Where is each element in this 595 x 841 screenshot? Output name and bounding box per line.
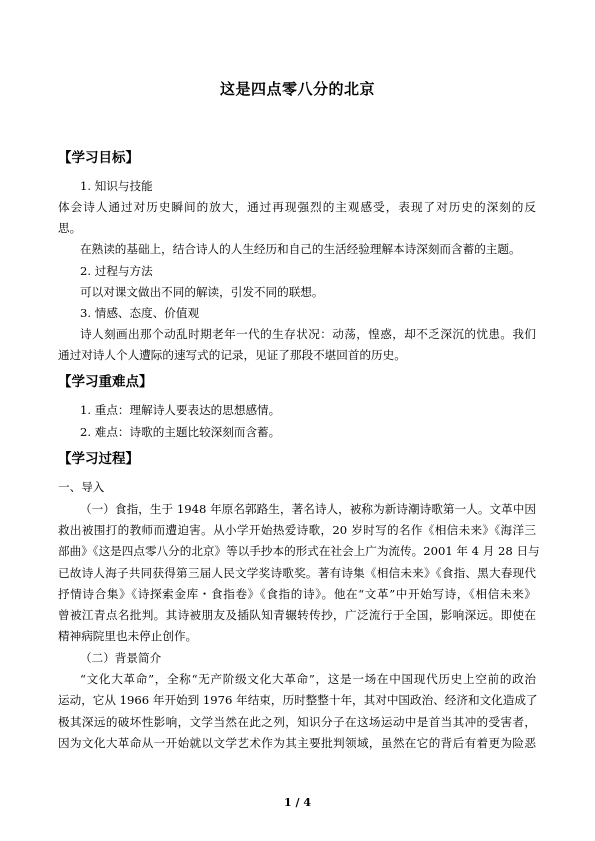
objective-2-heading: 2. 过程与方法 [80,264,153,278]
page-number: 1 / 4 [284,796,311,809]
intro-paragraph-line: 救出被围打的教师而遭迫害。从小学开始热爱诗歌，20 岁时写的名作《相信未来》《海洋三 [58,523,536,537]
process-subheading-intro: 一、导入 [58,480,105,494]
background-paragraph-line: “文化大革命”，全称“无产阶级文化大革命”，这是一场在中国现代历史上空前的政治 [80,672,536,686]
objective-3-heading: 3. 情感、态度、价值观 [80,306,200,320]
objective-2-line: 可以对课文做出不同的解读，引发不同的联想。 [80,285,324,299]
background-paragraph-line: 运动，它从 1966 年开始到 1976 年结束，历时整整十年，其对中国政治、经济和文化造成了 [58,693,538,707]
background-paragraph-line: 因为文化大革命从一开始就以文学艺术作为其主要批判领域，虽然在它的背后有着更为险恶 [58,736,536,750]
keypoint-item: 1. 重点：理解诗人要表达的思想感情。 [80,403,281,417]
intro-paragraph-line: 曾被江青点名批判。其诗被朋友及插队知青辗转传抄，广泛流行于全国，影响深远。即使在 [58,608,536,622]
intro-paragraph-line: 部曲》《这是四点零八分的北京》等以手抄本的形式在社会上广为流传。2001 年 4 月 28 日与 [58,544,540,558]
intro-paragraph-line: 已故诗人海子共同获得第三届人民文学奖诗歌奖。著有诗集《相信未来》《食指、黑大春现代 [58,566,536,580]
objective-1-line: 思。 [58,221,82,235]
intro-paragraph-line: （一）食指，生于 1948 年原名郭路生，著名诗人，被称为新诗潮诗歌第一人。文革中因 [80,502,536,516]
objective-3-line: 诗人刻画出那个动乱时期老年一代的生存状况：动荡，惶惑，却不乏深沉的忧患。我们 [80,327,536,341]
keypoint-item: 2. 难点：诗歌的主题比较深刻而含蓄。 [80,425,281,439]
objective-1-heading: 1. 知识与技能 [80,179,153,193]
section-heading-objectives: 【学习目标】 [58,150,139,166]
background-paragraph-line: 极其深远的破坏性影响，文学当然在此之列，知识分子在这场运动中是首当其冲的受害者， [58,715,536,729]
process-subheading-background: （二）背景简介 [80,651,162,665]
intro-paragraph-line: 抒情诗合集》《诗探索金库・食指卷》《食指的诗》。他在“文革”中开始写诗，《相信未来》 [58,587,536,601]
section-heading-process: 【学习过程】 [58,451,139,467]
objective-1-line: 体会诗人通过对历史瞬间的放大，通过再现强烈的主观感受，表现了对历史的深刻的反 [58,200,536,214]
section-heading-keypoints: 【学习重难点】 [58,374,153,390]
objective-3-line: 通过对诗人个人遭际的速写式的记录，见证了那段不堪回首的历史。 [58,348,406,362]
intro-paragraph-line: 精神病院里也未停止创作。 [58,629,198,643]
document-title: 这是四点零八分的北京 [219,80,375,98]
objective-1-line: 在熟读的基础上，结合诗人的人生经历和自己的生活经验理解本诗深刻而含蓄的主题。 [80,242,521,256]
